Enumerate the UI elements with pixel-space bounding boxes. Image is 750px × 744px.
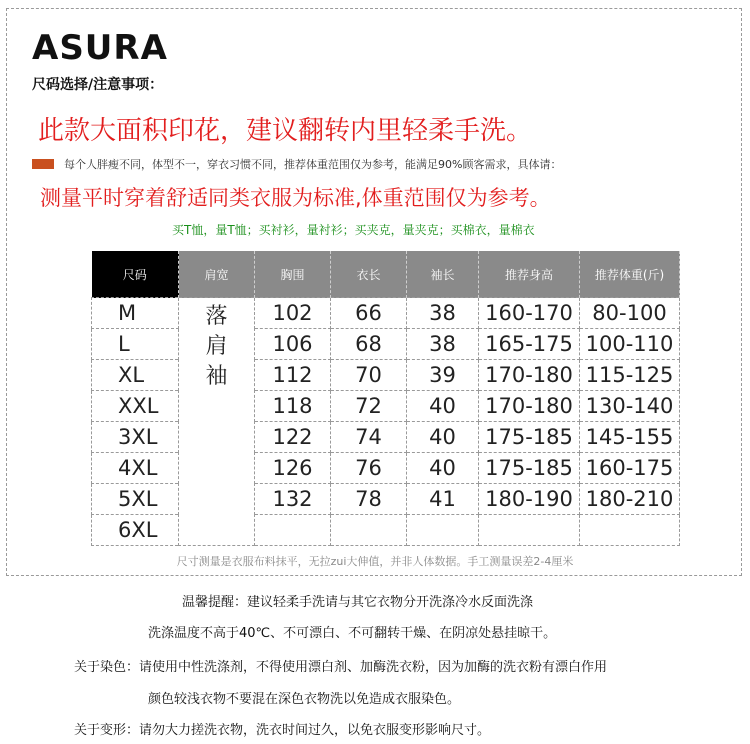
- care-line-dyeing: 关于染色：请使用中性洗涤剂，不得使用漂白剂、加酶洗衣粉，因为加酶的洗衣粉有漂白作用: [74, 660, 608, 675]
- header-shoulder: 肩宽: [179, 251, 255, 298]
- sleeve-cell: 40: [407, 422, 479, 453]
- length-cell: 68: [331, 329, 407, 360]
- size-cell: XL: [92, 360, 179, 391]
- orange-bar-icon: [32, 159, 54, 169]
- chest-cell: [255, 515, 331, 546]
- chest-cell: 102: [255, 298, 331, 329]
- size-cell: 5XL: [92, 484, 179, 515]
- weight-cell: 180-210: [580, 484, 680, 515]
- wash-warning: 此款大面积印花，建议翻转内里轻柔手洗。: [38, 116, 533, 146]
- height-cell: 160-170: [479, 298, 580, 329]
- weight-cell: 100-110: [580, 329, 680, 360]
- note-row: [32, 156, 561, 172]
- care-line-deformation: 关于变形：请勿大力搓洗衣物，洗衣时间过久，以免衣服变形影响尺寸。: [74, 723, 491, 738]
- table-row: [92, 298, 680, 329]
- section-subtitle: 尺码选择/注意事项：: [32, 77, 164, 93]
- size-cell: XXL: [92, 391, 179, 422]
- weight-cell: 145-155: [580, 422, 680, 453]
- header-chest: 胸围: [255, 251, 331, 298]
- brand-logo: ASURA: [32, 28, 168, 68]
- measure-tip: 测量平时穿着舒适同类衣服为标准,体重范围仅为参考。: [40, 186, 551, 210]
- size-cell: M: [92, 298, 179, 329]
- shoulder-note-char: 落: [205, 304, 228, 329]
- size-table: [91, 251, 680, 546]
- length-cell: 70: [331, 360, 407, 391]
- chest-cell: 106: [255, 329, 331, 360]
- header-height: 推荐身高: [479, 251, 580, 298]
- shoulder-note-cell: [179, 298, 255, 546]
- height-cell: 170-180: [479, 360, 580, 391]
- header-sleeve: 袖长: [407, 251, 479, 298]
- measurement-caption: 尺寸测量是衣服布料抹平，无拉zui大伸值，并非人体数据。手工测量误差2-4厘米: [176, 555, 574, 568]
- length-cell: [331, 515, 407, 546]
- table-header-row: [92, 251, 680, 298]
- chest-cell: 112: [255, 360, 331, 391]
- weight-cell: 80-100: [580, 298, 680, 329]
- sleeve-cell: 40: [407, 391, 479, 422]
- chest-cell: 118: [255, 391, 331, 422]
- care-line-dyeing-2: 颜色较浅衣物不要混在深色衣物洗以免造成衣服染色。: [148, 692, 461, 707]
- size-cell: 6XL: [92, 515, 179, 546]
- size-cell: L: [92, 329, 179, 360]
- height-cell: [479, 515, 580, 546]
- size-cell: 4XL: [92, 453, 179, 484]
- weight-cell: 115-125: [580, 360, 680, 391]
- length-cell: 74: [331, 422, 407, 453]
- length-cell: 72: [331, 391, 407, 422]
- note-text: 每个人胖瘦不同，体型不一，穿衣习惯不同，推荐体重范围仅为参考，能满足90%顾客需求，具体请：: [64, 158, 562, 171]
- buy-tip: 买T恤，量T恤；买衬衫，量衬衫；买夹克，量夹克；买棉衣，量棉衣: [172, 223, 535, 237]
- shoulder-note-char: 袖: [205, 364, 228, 389]
- sleeve-cell: 38: [407, 298, 479, 329]
- sleeve-cell: [407, 515, 479, 546]
- header-length: 衣长: [331, 251, 407, 298]
- length-cell: 66: [331, 298, 407, 329]
- length-cell: 78: [331, 484, 407, 515]
- sleeve-cell: 41: [407, 484, 479, 515]
- weight-cell: 130-140: [580, 391, 680, 422]
- care-line-reminder: 温馨提醒：建议轻柔手洗请与其它衣物分开洗涤冷水反面洗涤: [182, 595, 534, 610]
- care-line-temperature: 洗涤温度不高于40℃、不可漂白、不可翻转干燥、在阴凉处悬挂晾干。: [148, 626, 557, 641]
- height-cell: 170-180: [479, 391, 580, 422]
- size-cell: 3XL: [92, 422, 179, 453]
- chest-cell: 122: [255, 422, 331, 453]
- weight-cell: 160-175: [580, 453, 680, 484]
- height-cell: 175-185: [479, 422, 580, 453]
- sleeve-cell: 38: [407, 329, 479, 360]
- height-cell: 175-185: [479, 453, 580, 484]
- sleeve-cell: 39: [407, 360, 479, 391]
- chest-cell: 132: [255, 484, 331, 515]
- header-size: 尺码: [92, 251, 179, 298]
- height-cell: 165-175: [479, 329, 580, 360]
- sleeve-cell: 40: [407, 453, 479, 484]
- shoulder-note-char: 肩: [205, 334, 228, 359]
- chest-cell: 126: [255, 453, 331, 484]
- length-cell: 76: [331, 453, 407, 484]
- weight-cell: [580, 515, 680, 546]
- header-weight: 推荐体重(斤): [580, 251, 680, 298]
- height-cell: 180-190: [479, 484, 580, 515]
